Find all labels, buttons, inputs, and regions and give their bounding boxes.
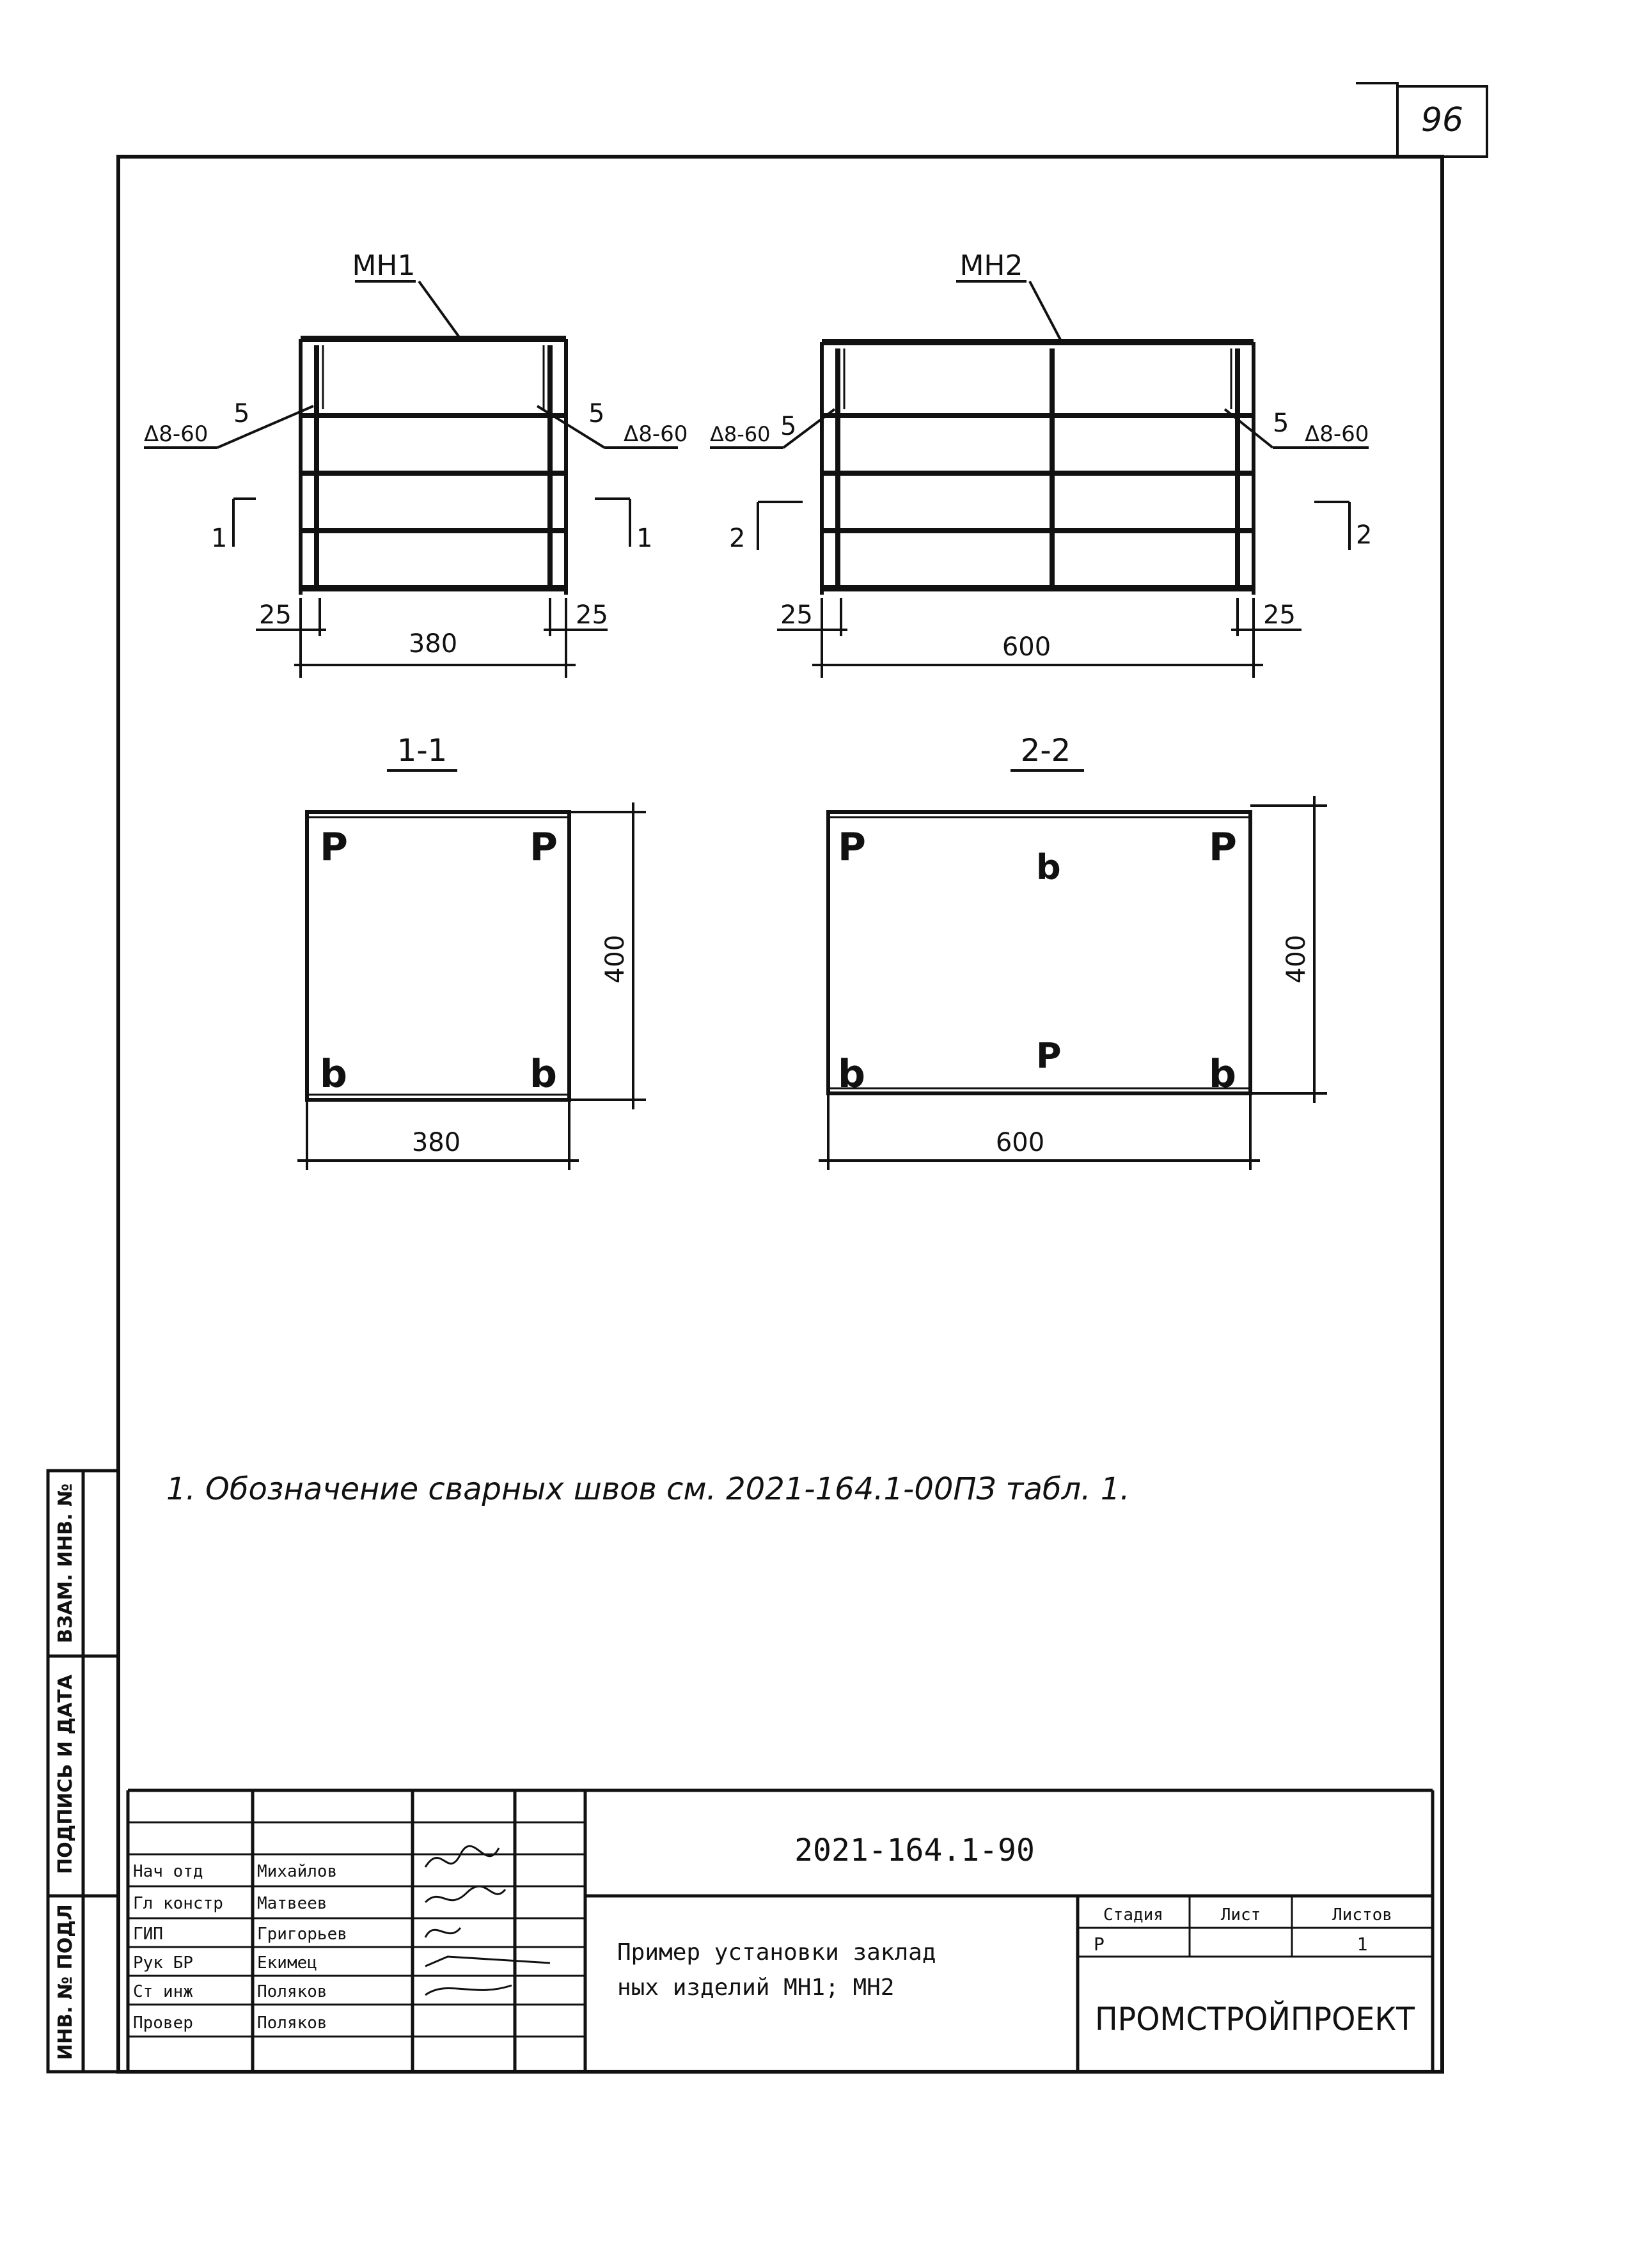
stage-value: Р	[1094, 1934, 1105, 1955]
mh2-dim-right-offset: 25	[1263, 600, 1296, 630]
mh1-weld-right: Δ8-60	[624, 421, 688, 447]
section-2-2-dim-height: 400	[1282, 934, 1311, 984]
side-stamp-strip	[48, 1471, 118, 2072]
sheets-label: Листов	[1332, 1905, 1392, 1925]
stamp-sign-date: ПОДПИСЬ И ДАТА	[54, 1674, 77, 1875]
mh2-dim-left-offset: 25	[780, 600, 813, 630]
staff-role: ГИП	[133, 1925, 163, 1944]
mh2-section-mark-left: 2	[729, 524, 746, 553]
staff-role: Рук БР	[133, 1953, 193, 1973]
staff-role: Нач отд	[133, 1862, 203, 1881]
section-2-2-bar-top-left: P	[838, 825, 866, 870]
section-1-1-title: 1-1	[397, 733, 448, 769]
staff-row	[133, 1894, 327, 1913]
section-1-1-bar-top-right: P	[530, 825, 558, 870]
staff-row	[133, 1982, 327, 2001]
staff-row	[133, 1953, 317, 1973]
organization-name: ПРОМСТРОЙПРОЕКТ	[1095, 2001, 1433, 2038]
stamp-inv-orig: ИНВ. № ПОДЛ	[54, 1904, 77, 2060]
staff-row	[133, 1862, 337, 1881]
title-block	[128, 1790, 1433, 2072]
mh1-section-mark-right: 1	[636, 524, 653, 553]
section-2-2-bar-top-middle: b	[1036, 847, 1061, 888]
mh1-mark-label: МН1	[352, 249, 416, 282]
mh2-section-mark-right: 2	[1356, 520, 1373, 550]
mh1-weld-left-num: 5	[233, 399, 250, 428]
mh2-weld-right-num: 5	[1273, 409, 1289, 438]
sheets-value: 1	[1357, 1934, 1368, 1955]
staff-name: Поляков	[257, 1982, 327, 2001]
section-2-2-bar-top-right: P	[1209, 825, 1237, 870]
section-2-2-bar-bottom-middle: P	[1036, 1036, 1062, 1076]
mh2-weld-left-num: 5	[780, 412, 797, 441]
mh1-dim-left-offset: 25	[259, 600, 292, 630]
mh1-weld-left: Δ8-60	[144, 421, 208, 447]
sheet-label: Лист	[1220, 1905, 1261, 1925]
section-1-1-dim-height: 400	[601, 934, 630, 984]
drawing-title-line1: Пример установки заклад	[617, 1939, 936, 1966]
section-2-2-bar-bottom-left: b	[838, 1052, 865, 1097]
staff-role: Провер	[133, 2014, 193, 2033]
stamp-swap-inv: ВЗАМ. ИНВ. №	[54, 1483, 77, 1644]
staff-row	[133, 1925, 347, 1944]
section-1-1-bar-bottom-right: b	[530, 1052, 557, 1097]
staff-name: Григорьев	[257, 1925, 347, 1944]
section-1-1-bar-bottom-left: b	[320, 1052, 347, 1097]
staff-role: Ст инж	[133, 1982, 193, 2001]
staff-name: Поляков	[257, 2014, 327, 2033]
elevation-mh1	[144, 249, 688, 678]
staff-role: Гл констр	[133, 1894, 223, 1913]
mh1-dim-total: 380	[408, 629, 458, 659]
page-number-box	[1356, 83, 1487, 157]
elevation-mh2	[710, 249, 1372, 678]
mh2-weld-left: Δ8-60	[710, 422, 771, 446]
section-1-1-dim-width: 380	[411, 1128, 461, 1157]
mh2-dim-total: 600	[1002, 632, 1051, 662]
page-number: 96	[1420, 101, 1464, 139]
signature-scribbles	[425, 1846, 550, 1995]
mh1-weld-right-num: 5	[588, 399, 605, 428]
section-2-2-bar-bottom-right: b	[1209, 1052, 1236, 1097]
drawing-title-line2: ных изделий МН1; МН2	[617, 1975, 895, 2001]
mh2-weld-right: Δ8-60	[1305, 421, 1369, 447]
general-note: 1. Обозначение сварных швов см. 2021-164.1-00ПЗ табл. 1.	[166, 1471, 1130, 1507]
mh1-dim-right-offset: 25	[576, 600, 608, 630]
section-1-1	[297, 733, 646, 1170]
doc-code: 2021-164.1-90	[794, 1833, 1035, 1868]
staff-row	[133, 2014, 327, 2033]
section-2-2-title: 2-2	[1020, 733, 1071, 769]
section-2-2-dim-width: 600	[995, 1128, 1045, 1157]
mh2-mark-label: МН2	[959, 249, 1023, 282]
mh1-section-mark-left: 1	[211, 524, 228, 553]
staff-name: Михайлов	[257, 1862, 338, 1881]
section-2-2	[819, 733, 1327, 1170]
staff-name: Матвеев	[257, 1894, 327, 1913]
section-1-1-bar-top-left: P	[320, 825, 348, 870]
staff-name: Екимец	[257, 1953, 317, 1973]
stage-label: Стадия	[1103, 1905, 1163, 1925]
